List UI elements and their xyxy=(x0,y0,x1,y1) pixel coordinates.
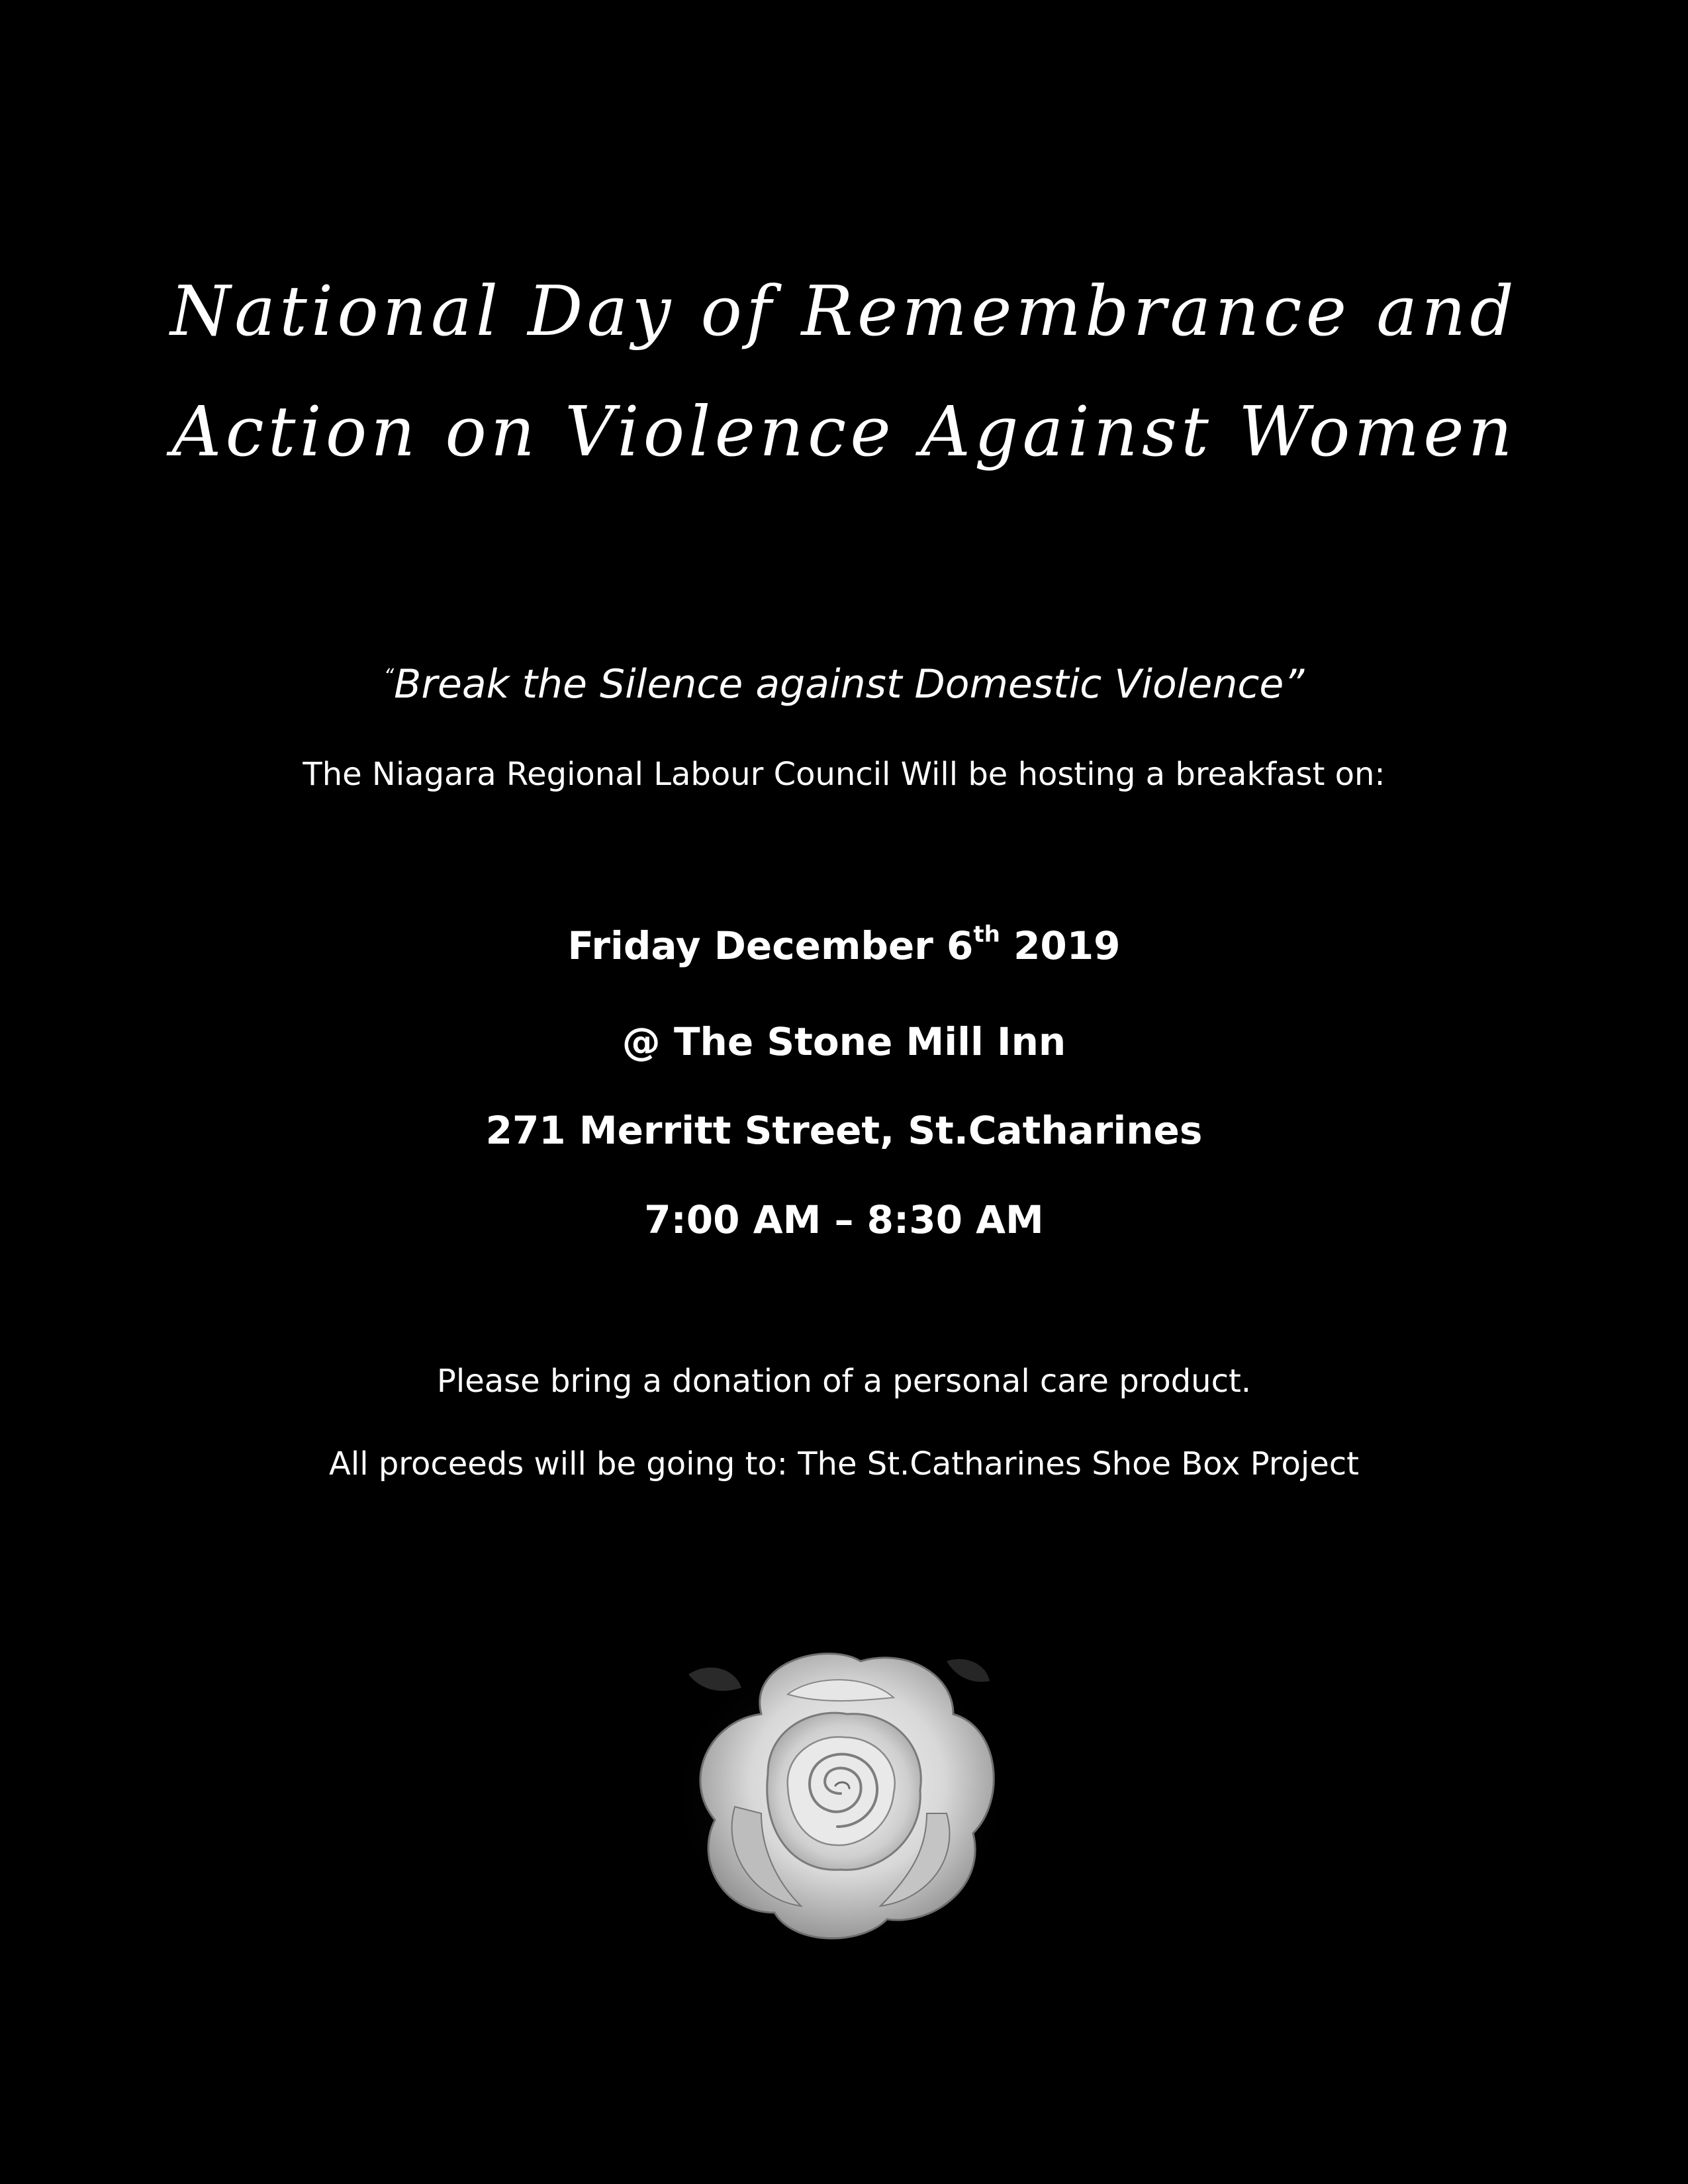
tagline-text: Break the Silence against Domestic Violence xyxy=(394,661,1284,707)
tagline xyxy=(0,661,1688,707)
event-time: 7:00 AM – 8:30 AM xyxy=(644,1197,1044,1242)
white-rose-icon xyxy=(662,1635,1019,1952)
title-line-1: National Day of Remembrance and xyxy=(170,271,1518,351)
title-line-2: Action on Violence Against Women xyxy=(171,391,1517,472)
event-date-year: 2019 xyxy=(1000,923,1121,968)
event-date-prefix: Friday December 6 xyxy=(567,923,974,968)
event-address: 271 Merritt Street, St.Catharines xyxy=(485,1108,1203,1153)
host-line: The Niagara Regional Labour Council Will be hosting a breakfast on: xyxy=(303,756,1385,793)
event-date xyxy=(0,921,1688,968)
tagline-close-quote: ” xyxy=(1284,661,1305,707)
event-date-suffix: th xyxy=(973,921,1000,948)
proceeds-note: All proceeds will be going to: The St.Catharines Shoe Box Project xyxy=(329,1445,1359,1482)
donation-note: Please bring a donation of a personal care product. xyxy=(436,1363,1252,1400)
tagline-open-quote: “ xyxy=(383,665,395,688)
event-venue: @ The Stone Mill Inn xyxy=(622,1019,1066,1064)
